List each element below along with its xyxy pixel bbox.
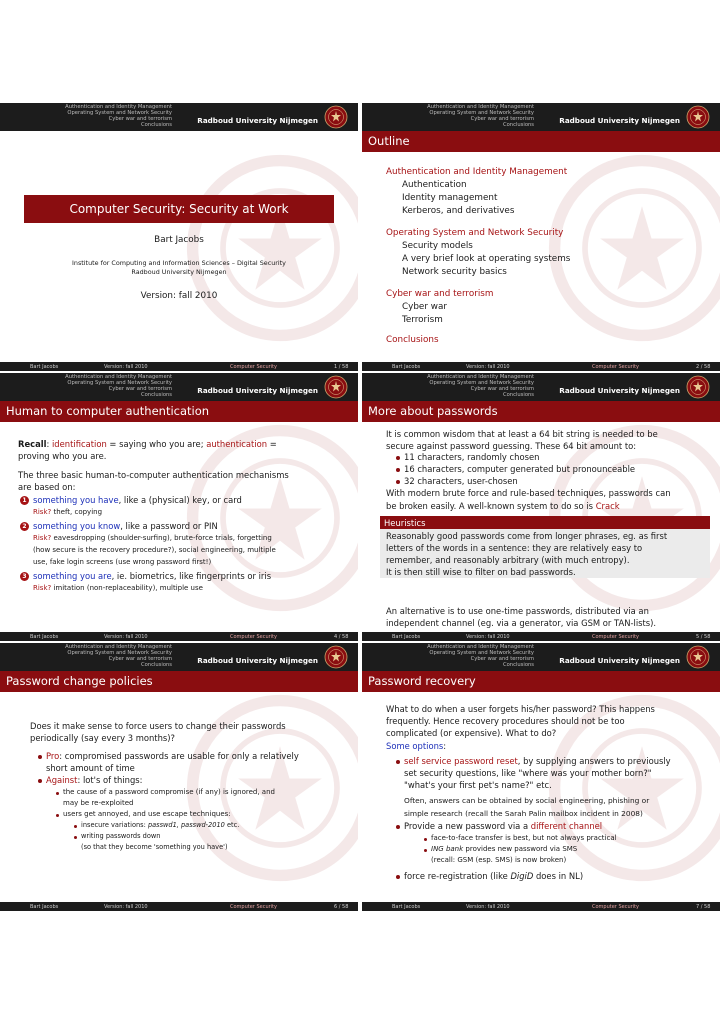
heuristics-text: Reasonably good passwords come from longer phrases, eg. as first — [386, 531, 668, 541]
text: : compromised passwords are usable for only a relatively — [59, 751, 299, 761]
slide-footer — [362, 362, 720, 371]
footer-course: Computer Security — [230, 633, 277, 640]
header-nav — [65, 644, 172, 668]
presentation-author: Bart Jacobs — [154, 235, 204, 245]
nav-link[interactable]: Authentication and Identity Management — [427, 644, 534, 650]
mechanism-are — [33, 571, 271, 581]
text: ING bank — [431, 845, 464, 853]
university-name: Radboud University Nijmegen — [559, 656, 680, 665]
slide-footer — [362, 902, 720, 911]
text: insecure variations: — [81, 821, 148, 829]
header-nav — [65, 374, 172, 398]
footer-author: Bart Jacobs — [392, 363, 421, 370]
outline-subsection-link[interactable]: Terrorism — [402, 315, 443, 325]
text: force re-registration (like — [404, 871, 511, 881]
alternative-text: An alternative is to use one-time passwords, distributed via an — [386, 606, 649, 616]
nav-link[interactable]: Conclusions — [141, 392, 172, 398]
slide-title-bar — [0, 671, 358, 692]
footer-course: Computer Security — [592, 633, 639, 640]
slide-footer — [0, 632, 358, 641]
intro-text: It is common wisdom that at least a 64 bit string is needed to be — [386, 429, 658, 439]
slide-title-bar — [0, 401, 358, 422]
slide-header — [362, 373, 720, 401]
slide-more-passwords — [362, 373, 720, 641]
slide-heading: Outline — [368, 134, 410, 148]
text: = — [267, 439, 277, 449]
header-nav — [65, 104, 172, 128]
slide-heading: Human to computer authentication — [6, 404, 210, 418]
identification-term: identification — [51, 439, 107, 449]
heuristics-text: remember, and reasonably arbitrary (with much entropy). — [386, 555, 630, 565]
risk-line — [33, 584, 203, 592]
recall-line — [18, 439, 277, 449]
slide-heading: More about passwords — [368, 404, 498, 418]
option-self-service — [404, 756, 671, 766]
recall-label: Recall — [18, 439, 47, 449]
nav-link[interactable]: Cyber war and terrorism — [470, 116, 534, 122]
sub-item-cont: (recall: GSM (esp. SMS) is now broken) — [431, 856, 567, 864]
intro-text: complicated (or expensive). What to do? — [386, 728, 557, 738]
sub-item — [431, 845, 577, 853]
bullet-icon — [396, 760, 400, 764]
outline-subsection-link[interactable]: Kerberos, and derivatives — [402, 206, 515, 216]
bullet-icon — [396, 468, 400, 472]
nav-link[interactable]: Authentication and Identity Management — [65, 374, 172, 380]
nav-link[interactable]: Authentication and Identity Management — [427, 104, 534, 110]
heuristics-text: It is then still wise to filter on bad passwords. — [386, 567, 576, 577]
nav-link[interactable]: Cyber war and terrorism — [108, 116, 172, 122]
sub-item: face-to-face transfer is best, but not always practical — [431, 834, 617, 842]
option-reregister — [404, 871, 583, 881]
slide-password-recovery — [362, 643, 720, 911]
option-text: "what's your first pet's name?" etc. — [404, 780, 552, 790]
text: be broken easily. A well-known system to do so is — [386, 501, 596, 511]
pro-label: Pro — [46, 751, 60, 761]
alternative-text: independent channel (eg. via a generator, via GSM or TAN-lists). — [386, 618, 657, 628]
sub-item: the cause of a password compromise (if any) is ignored, and — [63, 788, 275, 796]
outline-subsection-link[interactable]: Authentication — [402, 180, 467, 190]
university-seal-icon — [324, 375, 348, 399]
footer-version: Version: fall 2010 — [104, 633, 148, 640]
nav-link[interactable]: Conclusions — [503, 392, 534, 398]
university-name: Radboud University Nijmegen — [197, 116, 318, 125]
bullet-icon — [38, 755, 42, 759]
outline-subsection-link[interactable]: Identity management — [402, 193, 498, 203]
presentation-university: Radboud University Nijmegen — [131, 268, 227, 276]
nav-link[interactable]: Cyber war and terrorism — [108, 386, 172, 392]
bullet-icon — [74, 836, 77, 839]
text: , like a password or PIN — [120, 521, 218, 531]
presentation-version: Version: fall 2010 — [140, 291, 218, 301]
text: Some options — [386, 741, 444, 751]
header-nav — [427, 644, 534, 668]
nav-link[interactable]: Operating System and Network Security — [429, 110, 534, 116]
text: : — [46, 439, 52, 449]
slide-header — [362, 643, 720, 671]
nav-link[interactable]: Operating System and Network Security — [429, 650, 534, 656]
against-label: Against — [46, 775, 78, 785]
text: imitation (non-replaceability), multiple use — [51, 584, 203, 592]
footer-course: Computer Security — [230, 903, 277, 910]
nav-link[interactable]: Operating System and Network Security — [429, 380, 534, 386]
text: , like a (physical) key, or card — [118, 495, 242, 505]
sub-item: users get annoyed, and use escape techniques: — [63, 810, 231, 818]
footer-page: 1 / 58 — [334, 363, 349, 370]
brute-force-text-2 — [386, 501, 620, 511]
university-seal-icon — [686, 105, 710, 129]
risk-line: (how secure is the recovery procedure?), social engineering, multiple — [33, 546, 276, 554]
slide-heading: Password change policies — [6, 674, 153, 688]
risk-line — [33, 508, 102, 516]
footer-version: Version: fall 2010 — [466, 903, 510, 910]
risk-line: use, fake login screens (use wrong password first!) — [33, 558, 212, 566]
against-item — [46, 775, 142, 785]
outline-subsection-link[interactable]: Network security basics — [402, 267, 507, 277]
slide-title-bar — [362, 671, 720, 692]
subsub-item-cont: (so that they become 'something you have') — [81, 843, 228, 851]
university-seal-icon — [686, 375, 710, 399]
footer-page: 7 / 58 — [696, 903, 711, 910]
footer-author: Bart Jacobs — [30, 633, 59, 640]
footer-page: 6 / 58 — [334, 903, 349, 910]
option-note: Often, answers can be obtained by social engineering, phishing or — [404, 796, 650, 805]
bullet-icon — [56, 814, 59, 817]
bullet-icon — [38, 779, 42, 783]
footer-version: Version: fall 2010 — [466, 633, 510, 640]
outline-section-link[interactable]: Cyber war and terrorism — [386, 289, 494, 299]
slide-human-auth — [0, 373, 358, 641]
bullet-icon — [396, 456, 400, 460]
university-name: Radboud University Nijmegen — [559, 116, 680, 125]
intro-text: secure against password guessing. These 64 bit amount to: — [386, 441, 637, 451]
nav-link[interactable]: Authentication and Identity Management — [427, 374, 534, 380]
text: , by supplying answers to previously — [517, 756, 671, 766]
slide-footer — [0, 362, 358, 371]
text: Provide a new password via a — [404, 821, 531, 831]
nav-link[interactable]: Conclusions — [503, 662, 534, 668]
text: , ie. biometrics, like fingerprints or iris — [111, 571, 272, 581]
sub-item-cont: may be re-exploited — [63, 799, 134, 807]
question-text: periodically (say every 3 months)? — [30, 733, 175, 743]
enum-marker: 1 — [20, 496, 29, 505]
university-seal-icon — [324, 105, 348, 129]
crack-link[interactable]: Crack — [595, 501, 620, 511]
text: eavesdropping (shoulder-surfing), brute-force trials, forgetting — [51, 534, 272, 542]
mechanism-key: something you know — [33, 521, 121, 531]
risk-line — [33, 534, 272, 542]
slide-outline — [362, 103, 720, 371]
question-text: Does it make sense to force users to change their passwords — [30, 721, 286, 731]
text: does in NL) — [533, 871, 584, 881]
mechanism-key: something you are — [33, 571, 112, 581]
heuristics-block-header — [380, 516, 710, 529]
list-item: 16 characters, computer generated but pronounceable — [404, 464, 636, 474]
outline-section-link[interactable]: Conclusions — [386, 335, 439, 345]
university-name: Radboud University Nijmegen — [559, 386, 680, 395]
risk-label: Risk? — [33, 508, 52, 516]
nav-link[interactable]: Operating System and Network Security — [67, 650, 172, 656]
subsub-item: writing passwords down — [81, 832, 161, 840]
bullet-icon — [74, 825, 77, 828]
risk-label: Risk? — [33, 584, 52, 592]
slide-password-change — [0, 643, 358, 911]
footer-author: Bart Jacobs — [392, 903, 421, 910]
nav-link[interactable]: Authentication and Identity Management — [65, 104, 172, 110]
heuristics-text: letters of the words in a sentence: they are relatively easy to — [386, 543, 643, 553]
header-nav — [427, 104, 534, 128]
seal-watermark-icon — [185, 153, 358, 343]
footer-author: Bart Jacobs — [30, 363, 59, 370]
seal-watermark-icon — [185, 423, 358, 613]
heuristics-title: Heuristics — [384, 517, 426, 528]
intro-text: What to do when a user forgets his/her password? This happens — [386, 704, 655, 714]
slide-title — [0, 103, 358, 371]
bullet-icon — [396, 480, 400, 484]
university-name: Radboud University Nijmegen — [197, 386, 318, 395]
subsub-item — [81, 821, 239, 829]
slide-header — [362, 103, 720, 131]
risk-label: Risk? — [33, 534, 52, 542]
footer-course: Computer Security — [592, 363, 639, 370]
outline-subsection-link[interactable]: A very brief look at operating systems — [402, 254, 571, 264]
nav-link[interactable]: Conclusions — [141, 122, 172, 128]
slide-footer — [362, 632, 720, 641]
footer-page: 2 / 58 — [696, 363, 711, 370]
option-channel — [404, 821, 602, 831]
enum-marker: 3 — [20, 572, 29, 581]
bullet-icon — [56, 792, 59, 795]
mechanism-know — [33, 521, 218, 531]
slide-title-bar — [362, 401, 720, 422]
brute-force-text: With modern brute force and rule-based techniques, passwords can — [386, 488, 671, 498]
footer-author: Bart Jacobs — [30, 903, 59, 910]
recall-line-2: proving who you are. — [18, 451, 107, 461]
option-key: self service password reset — [404, 756, 518, 766]
text: passwd1, passwd-2010 — [147, 821, 225, 829]
outline-section-link[interactable]: Operating System and Network Security — [386, 228, 564, 238]
footer-author: Bart Jacobs — [392, 633, 421, 640]
outline-subsection-link[interactable]: Security models — [402, 241, 473, 251]
slide-heading: Password recovery — [368, 674, 476, 688]
text: provides new password via SMS — [463, 845, 578, 853]
footer-course: Computer Security — [592, 903, 639, 910]
footer-course: Computer Security — [230, 363, 277, 370]
pro-item — [46, 751, 299, 761]
basic-mechanisms-text-2: are based on: — [18, 482, 76, 492]
presentation-institute: Institute for Computing and Information Sciences – Digital Security — [72, 259, 286, 267]
intro-text: frequently. Hence recovery procedures should not be too — [386, 716, 625, 726]
outline-subsection-link[interactable]: Cyber war — [402, 302, 447, 312]
pro-item-cont: short amount of time — [46, 763, 135, 773]
mechanism-key: something you have — [33, 495, 119, 505]
list-item: 32 characters, user-chosen — [404, 476, 518, 486]
slide-title-bar — [362, 131, 720, 152]
nav-link[interactable]: Cyber war and terrorism — [470, 656, 534, 662]
text: DigiD — [510, 871, 534, 881]
text: = saying who you are; — [106, 439, 207, 449]
nav-link[interactable]: Cyber war and terrorism — [108, 656, 172, 662]
outline-section-link[interactable]: Authentication and Identity Management — [386, 167, 568, 177]
nav-link[interactable]: Cyber war and terrorism — [470, 386, 534, 392]
university-name: Radboud University Nijmegen — [197, 656, 318, 665]
slide-footer — [0, 902, 358, 911]
option-note: simple research (recall the Sarah Palin mailbox incident in 2008) — [404, 809, 643, 818]
university-seal-icon — [686, 645, 710, 669]
basic-mechanisms-text: The three basic human-to-computer authentication mechanisms — [18, 470, 289, 480]
slide-header — [0, 643, 358, 671]
footer-version: Version: fall 2010 — [104, 363, 148, 370]
footer-version: Version: fall 2010 — [104, 903, 148, 910]
option-key: different channel — [530, 821, 603, 831]
nav-link[interactable]: Conclusions — [141, 662, 172, 668]
slide-header — [0, 103, 358, 131]
bullet-icon — [396, 825, 400, 829]
option-text: set security questions, like "where was your mother born?" — [404, 768, 652, 778]
mechanism-have — [33, 495, 242, 505]
heuristics-block-body — [380, 529, 710, 578]
header-nav — [427, 374, 534, 398]
authentication-term: authentication — [206, 439, 268, 449]
nav-link[interactable]: Operating System and Network Security — [67, 110, 172, 116]
nav-link[interactable]: Conclusions — [503, 122, 534, 128]
enum-marker: 2 — [20, 522, 29, 531]
list-item: 11 characters, randomly chosen — [404, 452, 540, 462]
bullet-icon — [424, 849, 427, 852]
text: etc. — [224, 821, 240, 829]
university-seal-icon — [324, 645, 348, 669]
bullet-icon — [396, 875, 400, 879]
seal-watermark-icon — [547, 153, 720, 343]
text: : lot's of things: — [77, 775, 143, 785]
slide-header — [0, 373, 358, 401]
nav-link[interactable]: Operating System and Network Security — [67, 380, 172, 386]
footer-version: Version: fall 2010 — [466, 363, 510, 370]
nav-link[interactable]: Authentication and Identity Management — [65, 644, 172, 650]
footer-page: 4 / 58 — [334, 633, 349, 640]
options-label: Some options: — [386, 741, 447, 751]
text: theft, copying — [51, 508, 103, 516]
presentation-title: Computer Security: Security at Work — [24, 195, 334, 223]
bullet-icon — [424, 838, 427, 841]
footer-page: 5 / 58 — [696, 633, 711, 640]
